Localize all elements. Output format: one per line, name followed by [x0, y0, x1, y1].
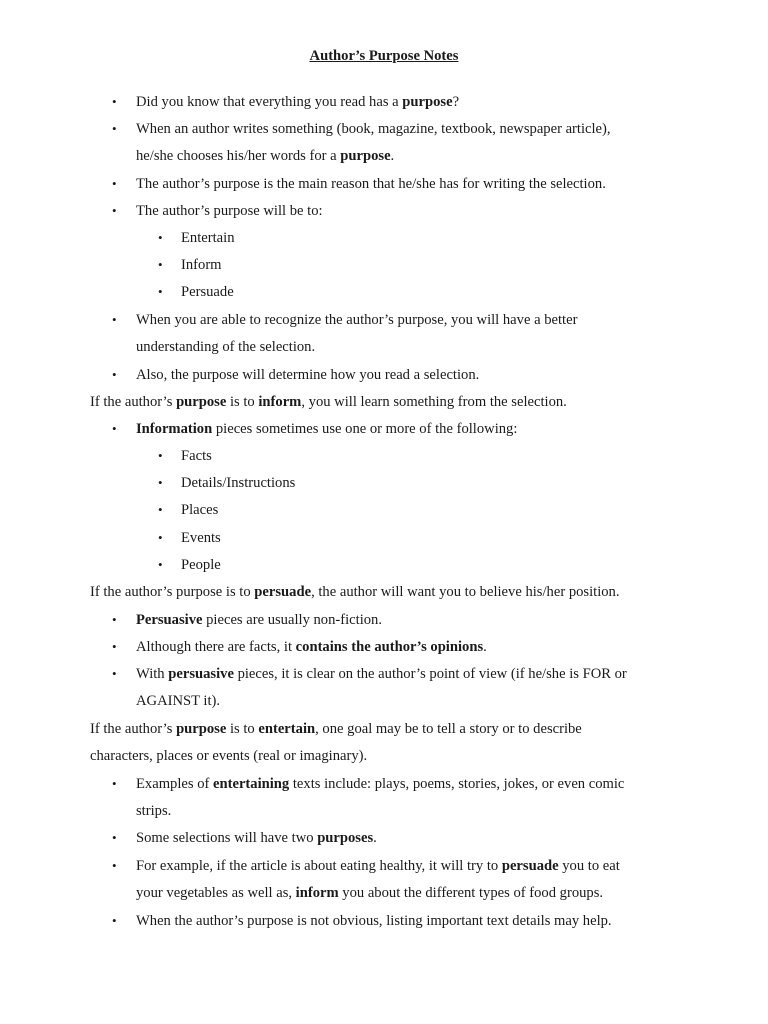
bullet-icon: •: [112, 830, 117, 845]
bullet-icon: •: [158, 502, 163, 517]
list-item-continuation: your vegetables as well as, inform you about the different types of food groups.: [136, 885, 604, 901]
bullet-icon: •: [158, 557, 163, 572]
entertain-paragraph: If the author’s purpose is to entertain, one goal may be to tell a story or to describe: [90, 721, 582, 737]
page-title: Author’s Purpose Notes: [309, 48, 459, 64]
persuade-paragraph: If the author’s purpose is to persuade, the author will want you to believe his/her position.: [90, 584, 620, 600]
bullet-icon: •: [112, 612, 117, 627]
list-item: Examples of entertaining texts include: plays, poems, stories, jokes, or even comic: [136, 776, 625, 792]
list-item: Although there are facts, it contains the author’s opinions.: [136, 639, 487, 655]
bullet-icon: •: [158, 257, 163, 272]
list-item: Some selections will have two purposes.: [136, 830, 377, 846]
bullet-icon: •: [158, 448, 163, 463]
bullet-icon: •: [112, 367, 117, 382]
sub-list-item: Inform: [181, 257, 222, 273]
sub-list-item: Facts: [181, 448, 212, 464]
list-item: Information pieces sometimes use one or more of the following:: [136, 421, 518, 437]
list-item: Persuasive pieces are usually non-fiction.: [136, 612, 383, 628]
list-item-continuation: AGAINST it).: [136, 693, 221, 709]
list-item: When an author writes something (book, magazine, textbook, newspaper article),: [136, 121, 611, 137]
sub-list-item: Persuade: [181, 284, 234, 300]
list-item: Did you know that everything you read has a purpose?: [136, 94, 460, 110]
bullet-icon: •: [112, 913, 117, 928]
bullet-icon: •: [158, 230, 163, 245]
inform-paragraph: If the author’s purpose is to inform, you will learn something from the selection.: [90, 394, 567, 410]
list-item-continuation: strips.: [136, 803, 172, 819]
entertain-paragraph-continuation: characters, places or events (real or imaginary).: [90, 748, 368, 764]
bullet-icon: •: [112, 176, 117, 191]
sub-list-item: Entertain: [181, 230, 235, 246]
list-item-continuation: he/she chooses his/her words for a purpose.: [136, 148, 395, 164]
bullet-icon: •: [112, 203, 117, 218]
list-item: The author’s purpose is the main reason that he/she has for writing the selection.: [136, 176, 606, 192]
list-item: For example, if the article is about eating healthy, it will try to persuade you to eat: [136, 858, 620, 874]
bullet-icon: •: [112, 858, 117, 873]
bullet-icon: •: [112, 776, 117, 791]
list-item: With persuasive pieces, it is clear on the author’s point of view (if he/she is FOR or: [136, 666, 627, 682]
bullet-icon: •: [112, 421, 117, 436]
list-item: When the author’s purpose is not obvious, listing important text details may help.: [136, 913, 612, 929]
sub-list-item: Events: [181, 530, 221, 546]
sub-list-item: Details/Instructions: [181, 475, 296, 491]
bullet-icon: •: [158, 475, 163, 490]
bullet-icon: •: [112, 666, 117, 681]
list-item: Also, the purpose will determine how you read a selection.: [136, 367, 480, 383]
bullet-icon: •: [112, 121, 117, 136]
bullet-icon: •: [112, 639, 117, 654]
bullet-icon: •: [158, 284, 163, 299]
list-item: The author’s purpose will be to:: [136, 203, 323, 219]
list-item: When you are able to recognize the author’s purpose, you will have a better: [136, 312, 578, 328]
list-item-continuation: understanding of the selection.: [136, 339, 316, 355]
sub-list-item: People: [181, 557, 221, 573]
sub-list-item: Places: [181, 502, 219, 518]
bullet-icon: •: [112, 94, 117, 109]
bullet-icon: •: [158, 530, 163, 545]
bullet-icon: •: [112, 312, 117, 327]
